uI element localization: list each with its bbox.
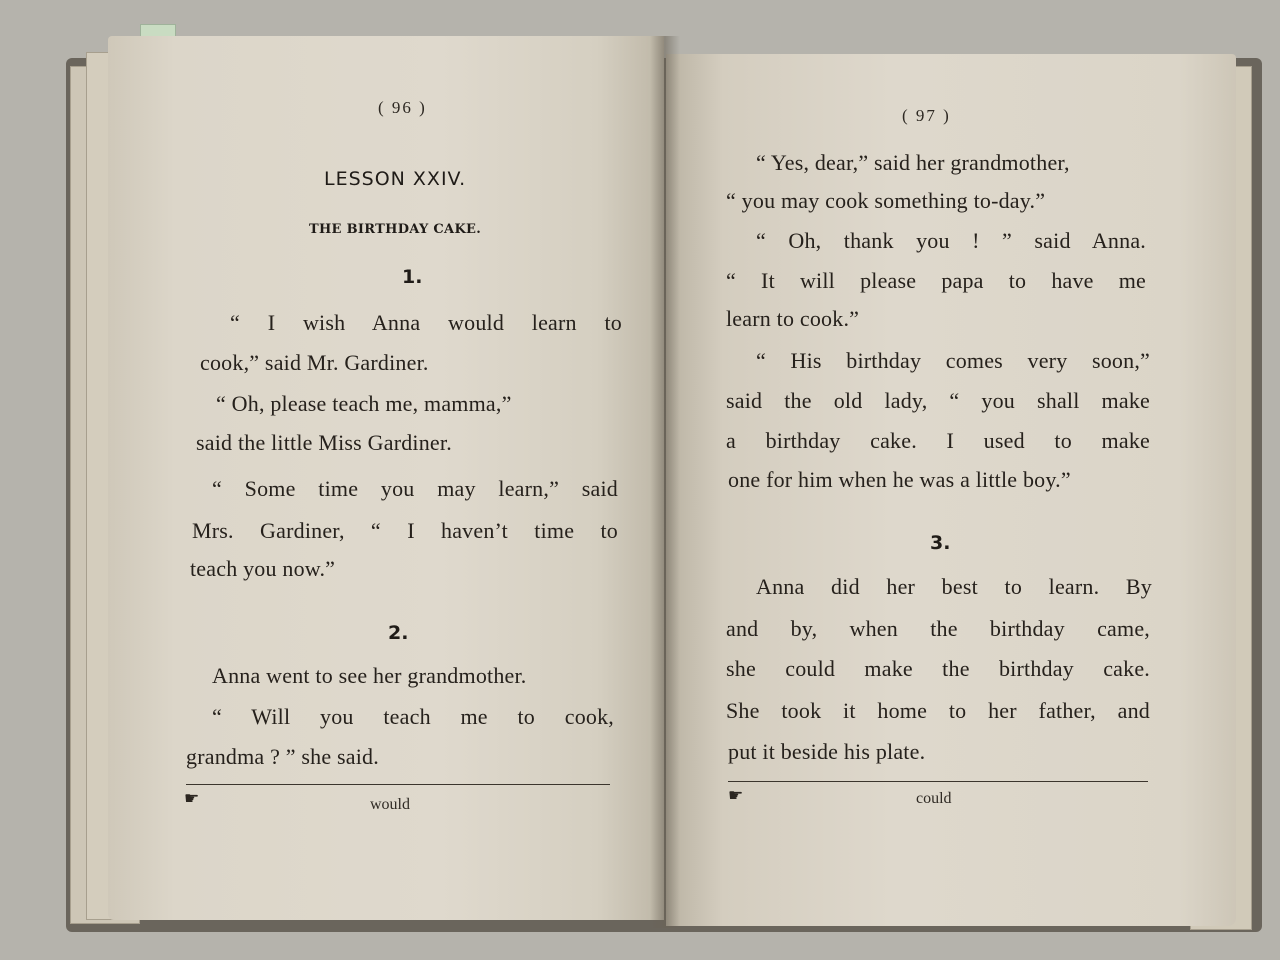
text-line: put it beside his plate.: [728, 739, 926, 764]
section-number-2: 2.: [388, 622, 409, 644]
text-line: “ Oh, thank you ! ” said Anna.: [756, 228, 1146, 253]
right-page-number: ( 97 ): [902, 106, 951, 125]
section-number-3: 3.: [930, 532, 951, 554]
text-line: one for him when he was a little boy.”: [728, 467, 1071, 492]
footer-word: could: [916, 790, 952, 807]
book-gutter: [650, 36, 680, 928]
text-line: “ It will please papa to have me: [726, 268, 1146, 293]
text-line: and by, when the birthday came,: [726, 616, 1150, 641]
footer-word: would: [370, 796, 410, 813]
text-line: a birthday cake. I used to make: [726, 428, 1150, 453]
footer-rule: [186, 784, 610, 785]
text-line: Anna did her best to learn. By: [756, 574, 1152, 599]
text-line: she could make the birthday cake.: [726, 656, 1150, 681]
pointing-hand-icon: ☛: [728, 786, 744, 806]
lesson-subtitle: THE BIRTHDAY CAKE.: [309, 222, 482, 237]
text-line: said the little Miss Gardiner.: [196, 430, 452, 455]
text-line: “ Will you teach me to cook,: [212, 704, 614, 729]
footer-rule: [728, 781, 1148, 782]
text-line: cook,” said Mr. Gardiner.: [200, 350, 429, 375]
lesson-title: LESSON XXIV.: [324, 168, 467, 190]
text-line: teach you now.”: [190, 556, 336, 581]
section-number-1: 1.: [402, 266, 423, 288]
text-line: grandma ? ” she said.: [186, 744, 379, 769]
pointing-hand-icon: ☛: [184, 789, 200, 809]
text-line: Anna went to see her grandmother.: [212, 663, 527, 688]
text-line: “ Yes, dear,” said her grandmother,: [756, 150, 1070, 175]
text-line: “ I wish Anna would learn to: [230, 310, 622, 335]
text-line: “ you may cook something to-day.”: [726, 188, 1046, 213]
left-page-number: ( 96 ): [378, 98, 427, 117]
text-line: She took it home to her father, and: [726, 698, 1150, 723]
text-line: Mrs. Gardiner, “ I haven’t time to: [192, 518, 618, 543]
text-line: “ His birthday comes very soon,”: [756, 348, 1150, 373]
text-line: learn to cook.”: [726, 306, 860, 331]
text-line: “ Oh, please teach me, mamma,”: [216, 391, 512, 416]
text-line: said the old lady, “ you shall make: [726, 388, 1150, 413]
text-line: “ Some time you may learn,” said: [212, 476, 618, 501]
